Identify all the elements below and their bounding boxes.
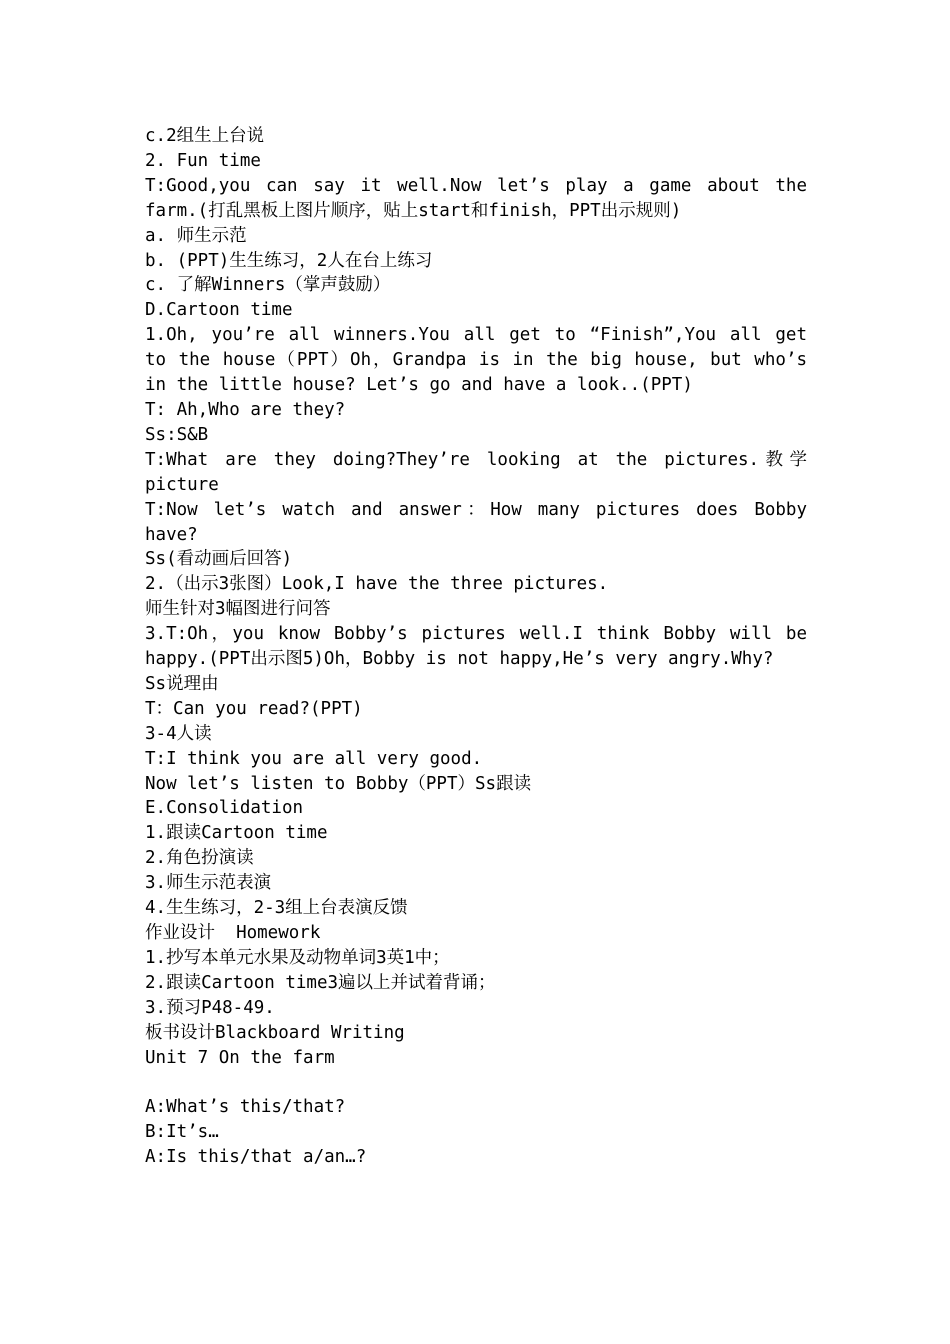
text-line: 2.（出示3张图）Look,I have the three pictures. bbox=[145, 574, 609, 595]
text-line: Ss:S&B bbox=[145, 424, 209, 445]
text-line: 2.跟读Cartoon time3遍以上并试着背诵； bbox=[145, 972, 496, 993]
paragraph: 3.T:Oh，you know Bobby’s pictures well.I think Bobby will be happy.(PPT出示图5)Oh，Bobby is not happy,He’s very angry.Why? bbox=[145, 624, 818, 670]
paragraph: T:Now let’s watch and answer：How many pictures does Bobby have? bbox=[145, 499, 818, 545]
unit-title: Unit 7 On the farm bbox=[145, 1047, 335, 1068]
section-heading: 板书设计Blackboard Writing bbox=[145, 1022, 405, 1043]
section-heading: 作业设计 Homework bbox=[145, 923, 321, 943]
text-line: 1.抄写本单元水果及动物单词3英1中； bbox=[145, 947, 450, 968]
text-line: Ss(看动画后回答) bbox=[145, 549, 293, 570]
text-line: b. (PPT)生生练习，2人在台上练习 bbox=[145, 250, 433, 271]
text-line: c.2组生上台说 bbox=[145, 126, 265, 146]
text-line: 3.预习P48-49. bbox=[145, 997, 275, 1018]
text-line: 1.跟读Cartoon time bbox=[145, 823, 328, 844]
text-line: T:I think you are all very good. bbox=[145, 748, 483, 769]
text-line: 4.生生练习，2-3组上台表演反馈 bbox=[145, 898, 408, 919]
text-line: A:Is this/that a/an…? bbox=[145, 1147, 367, 1168]
text-line: B:It’s… bbox=[145, 1122, 219, 1143]
section-heading: D.Cartoon time bbox=[145, 300, 293, 321]
section-heading: 2. Fun time bbox=[145, 150, 261, 171]
text-line: A:What’s this/that? bbox=[145, 1097, 346, 1118]
paragraph: T:Good,you can say it well.Now let’s play a game about the farm.(打乱黑板上图片顺序，贴上start和finish，PPT出示规则) bbox=[145, 175, 818, 221]
text-line: 3.师生示范表演 bbox=[145, 873, 272, 894]
text-line: T: Ah,Who are they? bbox=[145, 399, 346, 420]
paragraph: T:What are they doing?They’re looking at the pictures.教学picture bbox=[145, 449, 807, 495]
text-line: Now let’s listen to Bobby（PPT）Ss跟读 bbox=[145, 773, 532, 794]
text-line: Ss说理由 bbox=[145, 673, 219, 694]
blank-line bbox=[145, 1070, 807, 1095]
text-line: 师生针对3幅图进行问答 bbox=[145, 599, 331, 620]
text-line: 2.角色扮演读 bbox=[145, 848, 254, 869]
section-heading: E.Consolidation bbox=[145, 798, 304, 819]
text-line: c. 了解Winners（掌声鼓励） bbox=[145, 275, 391, 296]
text-line: 3-4人读 bbox=[145, 723, 212, 744]
text-line: a. 师生示范 bbox=[145, 225, 247, 246]
document-page bbox=[145, 124, 818, 1170]
paragraph: 1.Oh, you’re all winners.You all get to “Finish”,You all get to the house（PPT）Oh，Grandpa is in the big house, but who’s in the little house? Let’s go and have a look..(PPT) bbox=[145, 325, 818, 396]
text-line: T：Can you read?(PPT) bbox=[145, 698, 363, 719]
